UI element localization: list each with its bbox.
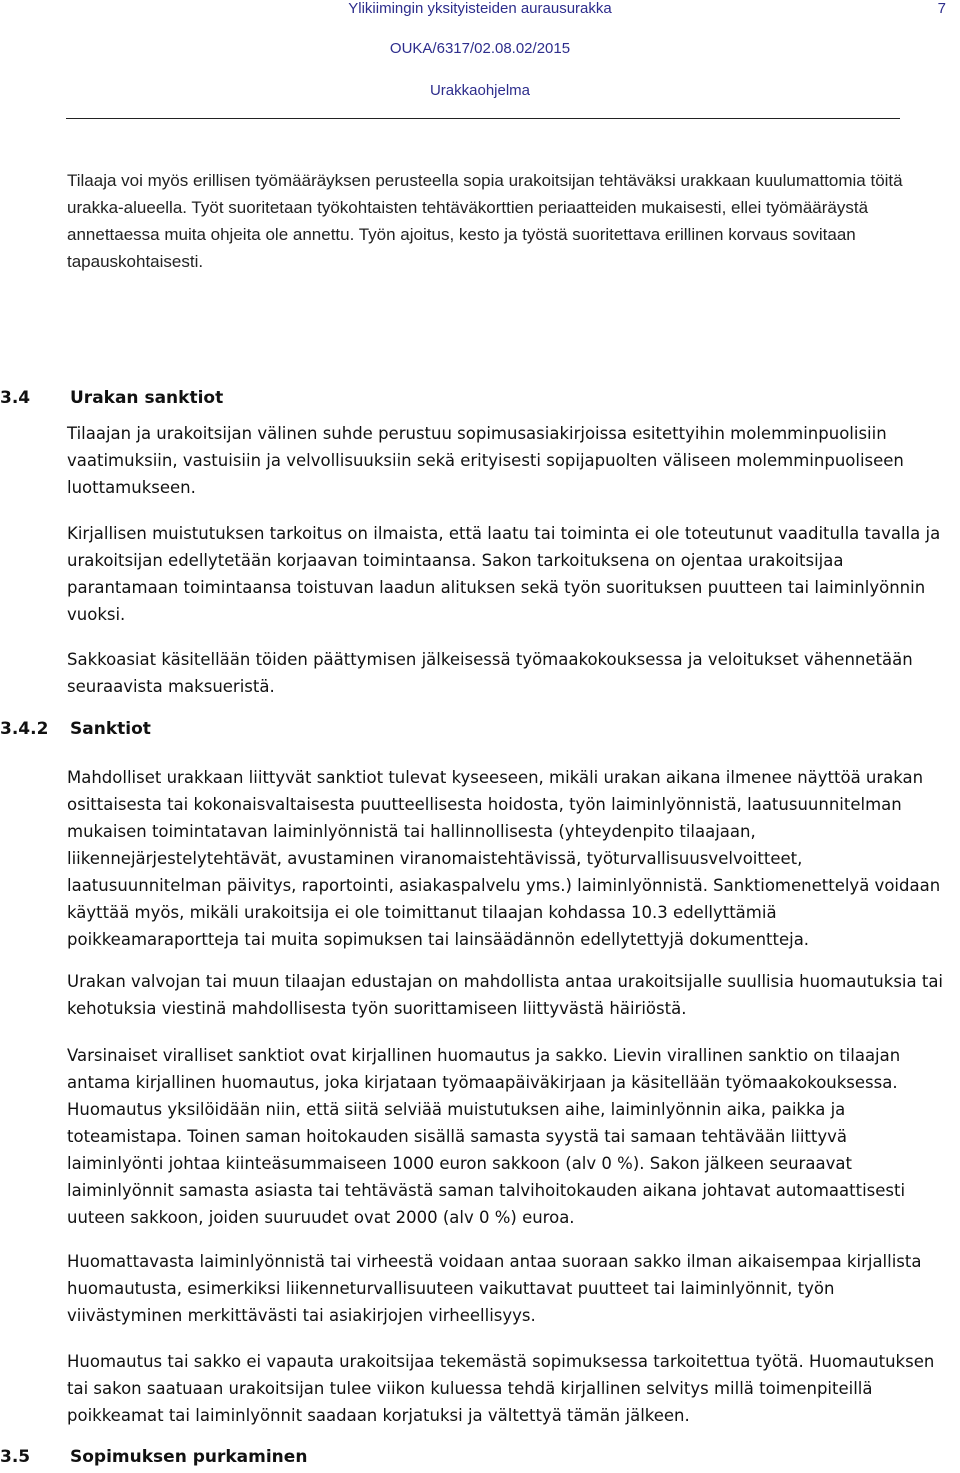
- section-3-4-2-paragraph-4: Huomattavasta laiminlyönnistä tai virheestä voidaan antaa suoraan sakko ilman aikaisempaa kirjallista huomautusta, esimerkiksi liikenneturvallisuuteen vaikuttavat puutteet tai laiminlyönnit, työn viivästyminen merkittävästi tai asiakirjojen virheellisyys.: [67, 1252, 922, 1325]
- header-divider: [66, 118, 900, 119]
- section-3-4-2-paragraph-2: Urakan valvojan tai muun tilaajan edustajan on mahdollista antaa urakoitsijalle suullisia huomautuksia tai kehotuksia viestinä mahdollisesta työn suorittamiseen liittyvästä häiriöstä.: [67, 972, 944, 1018]
- section-3-4-title: Urakan sanktiot: [70, 388, 224, 408]
- section-3-5-number: 3.5: [0, 1447, 31, 1467]
- header-title: Ylikiimingin yksityisteiden aurausurakka: [348, 0, 612, 17]
- section-3-4-2-title: Sanktiot: [70, 719, 151, 739]
- section-3-4-2-paragraph-3: Varsinaiset viralliset sanktiot ovat kirjallinen huomautus ja sakko. Lievin virallinen sanktio on tilaajan antama kirjallinen huomautus, joka kirjataan työmaapäiväkirjaan ja käsitellään työmaakokouksessa. Huomautus yksilöidään niin, että siitä selviää muistutuksen aihe, laiminlyönnin aika, paikka ja toteamistapa. Toinen saman hoitokauden sisällä samasta syystä tai samaan tehtävään liittyvä laiminlyönti johtaa kiinteäsummaiseen 1000 euron sakkoon (alv 0 %). Sakon jälkeen seuraavat laiminlyönnit samasta asiasta tai tehtävästä saman talvihoitokauden aikana johtavat automaattisesti uuteen sakkoon, joiden suuruudet ovat 2000 (alv 0 %) euroa.: [67, 1046, 906, 1227]
- section-3-4-number: 3.4: [0, 388, 31, 408]
- header-subtitle: Urakkaohjelma: [429, 82, 531, 99]
- section-3-4-2-paragraph-5: Huomautus tai sakko ei vapauta urakoitsijaa tekemästä sopimuksessa tarkoitettua työtä. Huomautuksen tai sakon saatuaan urakoitsijan tulee viikon kuluessa tehdä kirjallinen selvitys millä toimenpiteillä poikkeamat tai laiminlyönnit saadaan korjatuksi ja vältettyä tämän jälkeen.: [67, 1352, 935, 1425]
- header-reference: OUKA/6317/02.08.02/2015: [389, 40, 571, 57]
- section-3-4-2-paragraph-1: Mahdolliset urakkaan liittyvät sanktiot tulevat kyseeseen, mikäli urakan aikana ilmenee näyttöä urakan osittaisesta tai kokonaisvaltaisesta puutteellisesta hoidosta, työn laiminlyönnistä, laatusuunnitelman mukaisen toimintatavan laiminlyönnistä tai hallinnollisesta (yhteydenpito tilaajaan, liikennejärjestelytehtävät, avustaminen viranomaistehtävissä, työturvallisuusvelvoitteet, laatusuunnitelman päivitys, raportointi, asiakaspalvelu yms.) laiminlyönnistä. Sanktiomenettelyä voidaan käyttää myös, mikäli urakoitsija ei ole toimittanut tilaajan kohdassa 10.3 edellyttämiä poikkeamaraportteja tai muita sopimuksen tai lainsäädännön edellytettyjä dokumentteja.: [67, 768, 941, 949]
- intro-paragraph: Tilaaja voi myös erillisen työmääräyksen perusteella sopia urakoitsijan tehtäväksi urakkaan kuulumattomia töitä urakka-alueella. Työt suoritetaan työkohtaisten tehtäväkorttien periaatteiden mukaisesti, ellei työmääräystä annettaessa muita ohjeita ole annettu. Työn ajoitus, kesto ja työstä suoritettava erillinen korvaus sovitaan tapauskohtaisesti.: [67, 171, 903, 271]
- section-3-4-paragraph-2: Kirjallisen muistutuksen tarkoitus on ilmaista, että laatu tai toiminta ei ole toteutunut vaaditulla tavalla ja urakoitsijan edellytetään korjaavan toimintaansa. Sakon tarkoituksena on ojentaa urakoitsijaa parantamaan toimintaansa toistuvan laadun alituksen sekä työn suorituksen puutteen tai laiminlyönnin vuoksi.: [67, 524, 941, 624]
- section-3-5-title: Sopimuksen purkaminen: [70, 1447, 308, 1467]
- page-number: 7: [937, 0, 946, 17]
- section-3-4-2-number: 3.4.2: [0, 719, 49, 739]
- section-3-4-paragraph-1: Tilaajan ja urakoitsijan välinen suhde perustuu sopimusasiakirjoissa esitettyihin molemminpuolisiin vaatimuksiin, vastuisiin ja velvollisuuksiin sekä erityisesti sopijapuolten väliseen molemminpuoliseen luottamukseen.: [67, 424, 904, 497]
- section-3-4-paragraph-3: Sakkoasiat käsitellään töiden päättymisen jälkeisessä työmaakokouksessa ja veloitukset vähennetään seuraavista maksueristä.: [67, 650, 913, 696]
